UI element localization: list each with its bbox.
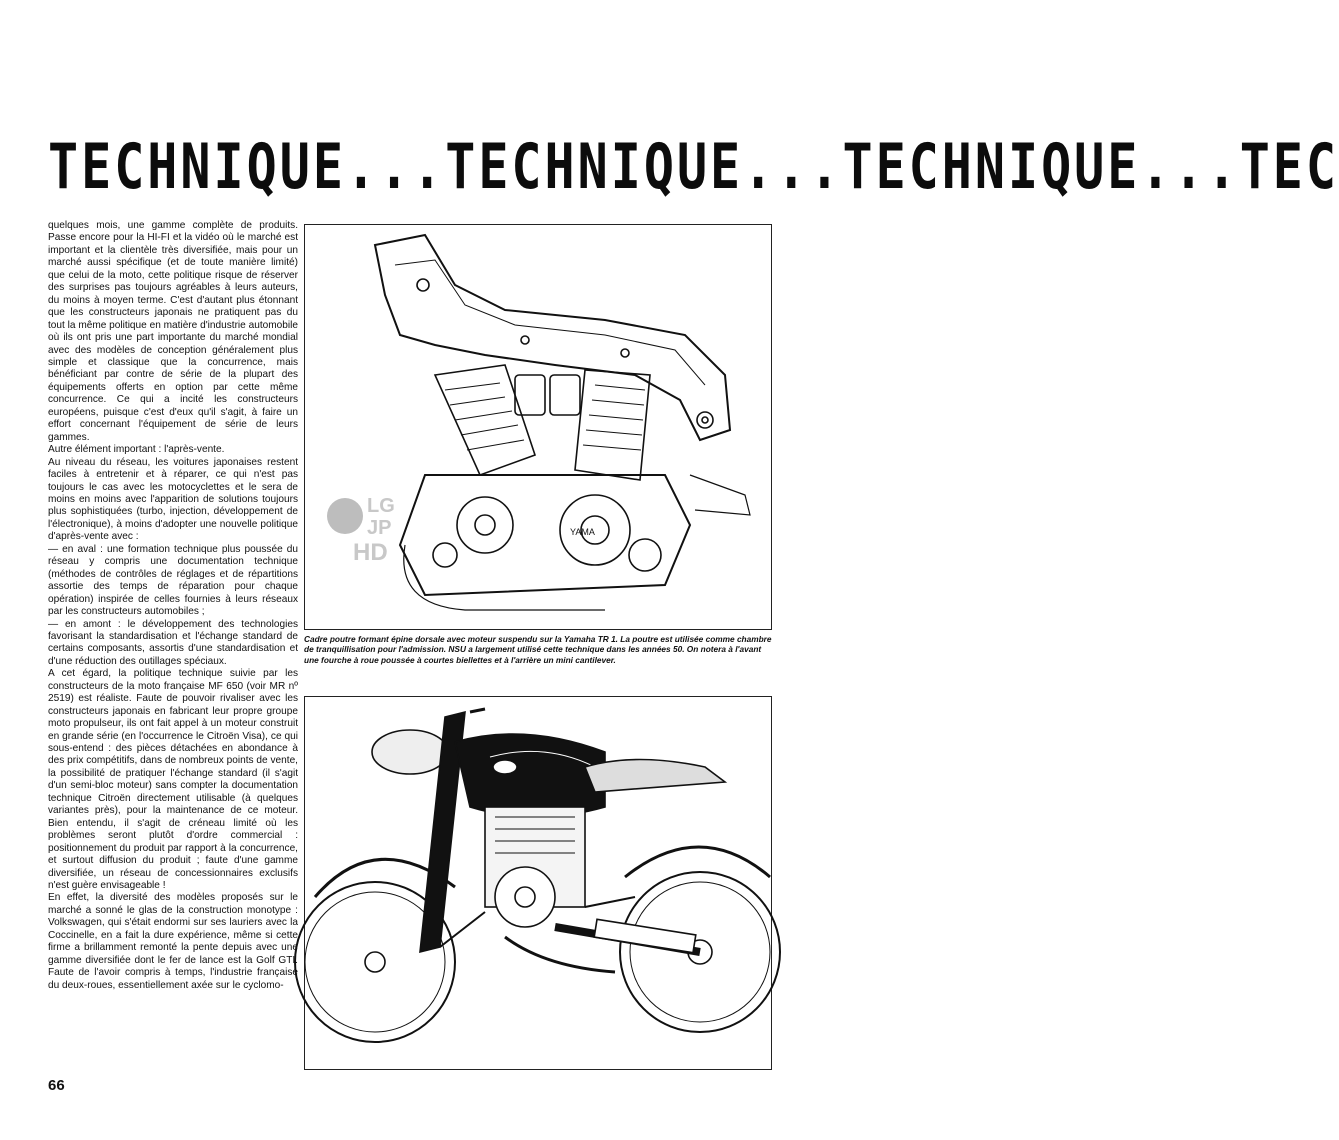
article-paragraph: Autre élément important : l'après-vente. xyxy=(48,444,225,456)
article-paragraph: — en aval : une formation technique plus poussée du réseau y compris une documentation technique (méthodes de contrôles de réglages et de répartitions assortie des temps de réparation pour chaque opération) inspirée de celles fournies à leurs réseaux par les constructeurs automobiles ; xyxy=(48,543,298,618)
svg-text:LG: LG xyxy=(367,495,395,517)
article-body xyxy=(48,220,298,992)
watermark-face-icon xyxy=(327,498,363,534)
engine-label: YAMA xyxy=(570,527,595,537)
engine-frame-illustration xyxy=(304,224,772,630)
svg-text:JP: JP xyxy=(367,517,392,539)
article-paragraph: — en amont : le développement des technologies favorisant la standardisation et l'échange standard de certains composants, assortis d'une standardisation et d'une réduction des outillages spéciaux. xyxy=(48,618,298,667)
article-paragraph: Au niveau du réseau, les voitures japonaises restent faciles à entretenir et à réparer, ce qui n'est pas toujours le cas avec les motocyclettes et le sera de moins en moins avec l'apparition de solutions toujours plus sophistiquées (turbo, injection, développement de l'électronique), à moins d'adopter une nouvelle politique d'après-vente avec : xyxy=(48,456,298,543)
engine-frame-drawing xyxy=(305,225,771,629)
watermark-logo xyxy=(323,484,415,566)
motorcycle-cutaway-illustration xyxy=(304,696,772,1070)
motorcycle-drawing xyxy=(305,697,771,1069)
article-paragraph: quelques mois, une gamme complète de produits. Passe encore pour la HI-FI et la vidéo où le marché est important et la clientèle très diversifiée, mais pour un marché aussi spécifique (et de toute manière limité) que celui de la moto, cette politique risque de réserver des surprises pas toujours agréables à leurs auteurs, du moins à moyen terme. C'est d'autant plus étonnant que les constructeurs japonais ne pratiquent pas du tout la même politique en matière d'industrie automobile où ils ont pris une part importante du marché mondial avec des modèles de conception généralement plus simple et classique que la concurrence, mais bénéficiant par contre de série de la plupart des équipements offerts en option par cette même concurrence. Ce qui a incité les constructeurs européens, puisque c'est d'eux qu'il s'agit, à faire un effort concernant l'équipement de série de leurs gammes. xyxy=(48,220,298,443)
article-paragraph: A cet égard, la politique technique suivie par les constructeurs de la moto française MF 650 (voir MR nº 2519) est réaliste. Faute de pouvoir rivaliser avec les constructeurs japonais en fabricant leur propre groupe moto propulseur, ils ont fait appel à un moteur construit en grande série (en l'occurrence le Citroën Visa), ce qui sous-entend : des pièces détachées en abondance à des prix compétitifs, dans de nombreux points de vente, la possibilité de pratiquer l'échange standard (il s'agit d'un semi-bloc moteur) sans compter la documentation technique Citroën directement utilisable (à quelques variantes près), pour la maintenance de ce moteur. Bien entendu, il s'agit de créneau limité où les problèmes seront plutôt d'ordre commercial : positionnement du produit par rapport à la concurrence, et surtout diffusion du produit ; faute d'une gamme diversifiée, un réseau de concessionnaires exclusifs n'est guère envisageable ! xyxy=(48,668,298,892)
article-paragraph: En effet, la diversité des modèles proposés sur le marché a sonné le glas de la construction monotype : Volkswagen, qui s'était endormi sur ses lauriers avec la Coccinelle, en a fait la dure expérience, même si cette firme a brillamment remonté la pente depuis avec une gamme diversifiée dont le fer de lance est la Golf GTI. Faute de l'avoir compris à temps, l'industrie française du deux-roues, essentiellement axée sur le cyclomo- xyxy=(48,892,298,991)
page-number: 66 xyxy=(48,1077,65,1094)
page-header-title: TECHNIQUE...TECHNIQUE...TECHNIQUE...TEC xyxy=(48,130,1339,203)
figure-caption: Cadre poutre formant épine dorsale avec moteur suspendu sur la Yamaha TR 1. La poutre est utilisée comme chambre de tranquillisation pour l'admission. NSU a largement utilisé cette technique dans les années 50. On notera à l'avant une fourche à roue poussée à courtes biellettes et à l'arrière un mini cantilever. xyxy=(304,634,772,665)
svg-text:HD: HD xyxy=(353,539,388,566)
